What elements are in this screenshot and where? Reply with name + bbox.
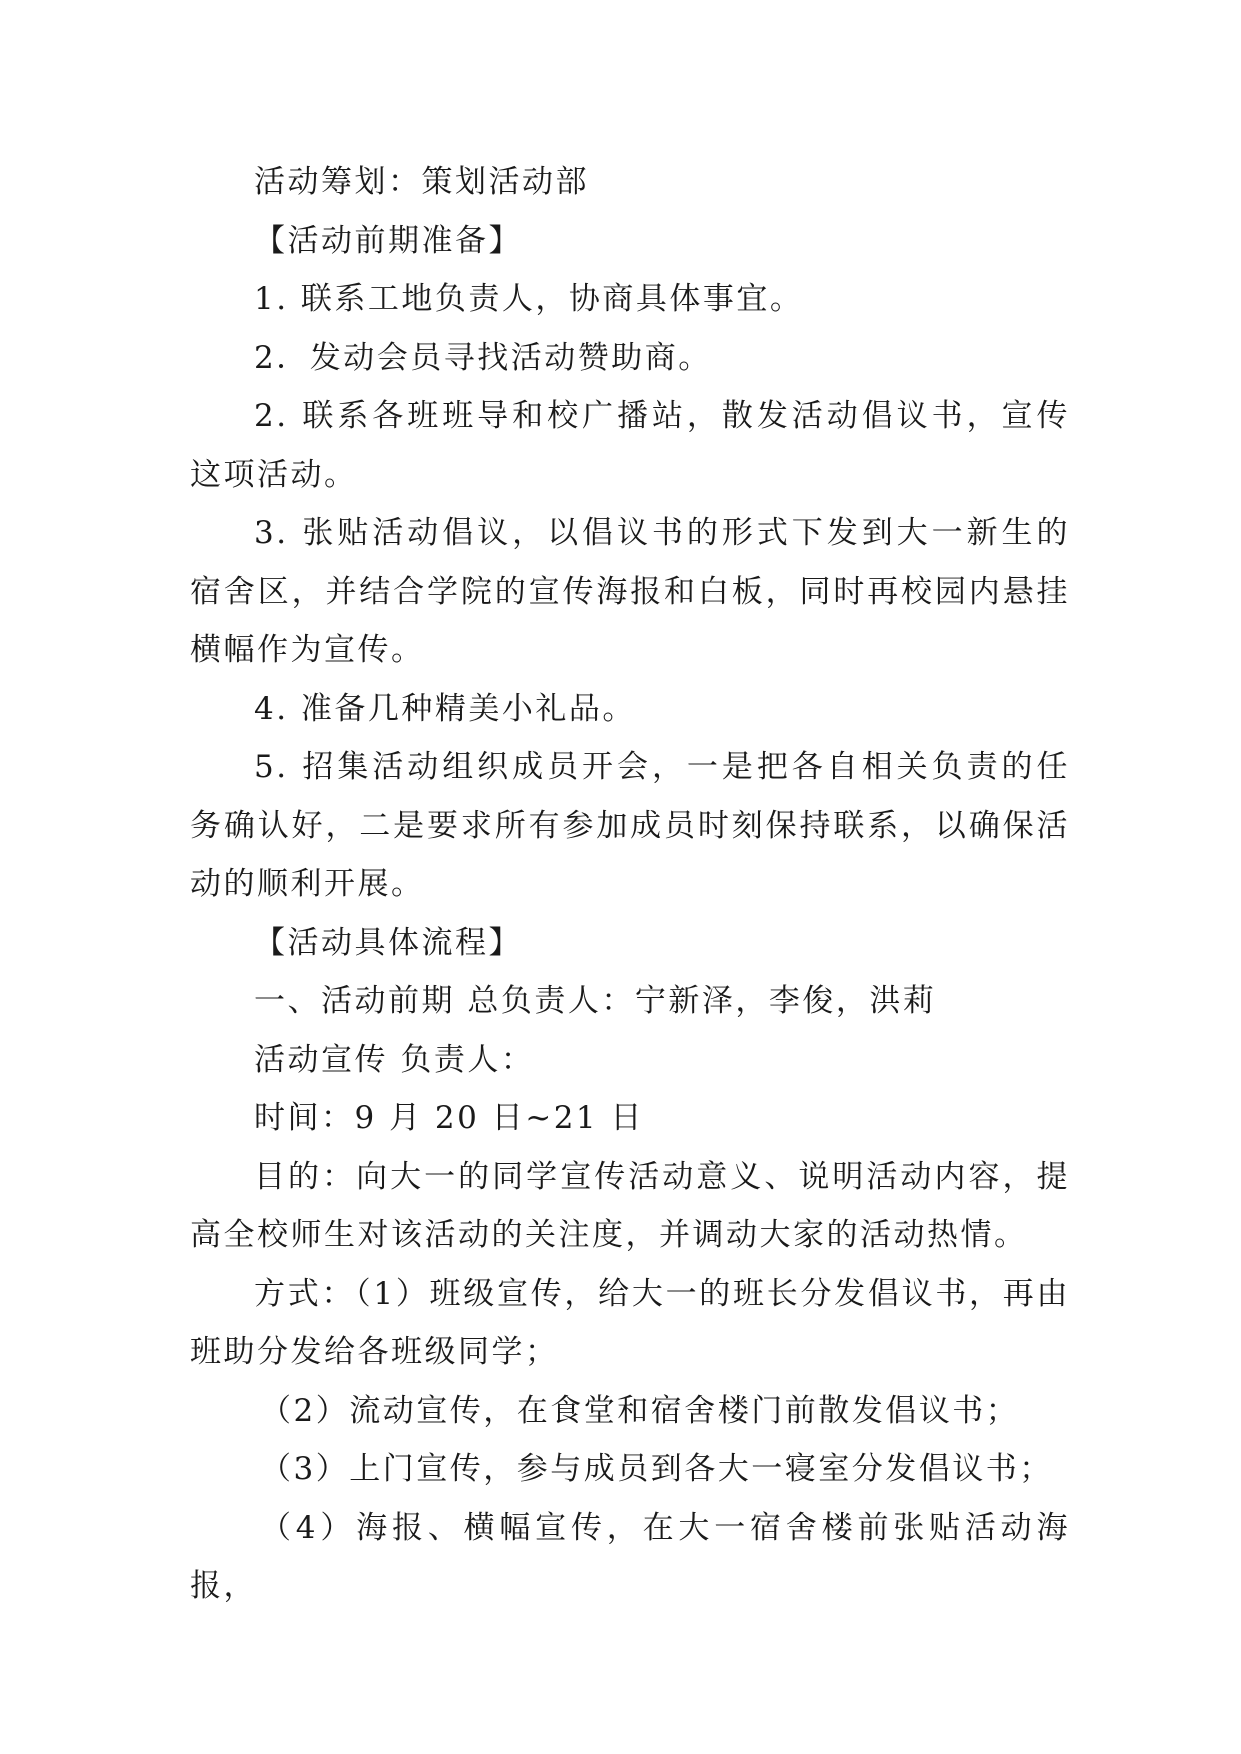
list-item: 2．发动会员寻找活动赞助商。 (254, 339, 712, 376)
section-heading-process: 【活动具体流程】 (254, 924, 522, 961)
paragraph-phase-one: 一、活动前期 总负责人：宁新泽，李俊，洪莉 (254, 983, 937, 1019)
paragraph-purpose: 目的：向大一的同学宣传活动意义、说明活动内容，提高全校师生对该活动的关注度，并调动大家的活动热情。 (190, 1158, 1070, 1253)
method-item: （3）上门宣传，参与成员到各大一寝室分发倡议书； (260, 1451, 1053, 1487)
paragraph-time: 时间：9 月 20 日~21 日 (254, 1100, 645, 1136)
list-item: 5. 招集活动组织成员开会，一是把各自相关负责的任务确认好，二是要求所有参加成员时刻保持联系，以确保活动的顺利开展。 (190, 749, 1070, 902)
list-item: 3. 张贴活动倡议，以倡议书的形式下发到大一新生的宿舍区，并结合学院的宣传海报和白板，同时再校园内悬挂横幅作为宣传。 (190, 515, 1070, 668)
paragraph-publicity-lead: 活动宣传 负责人： (254, 1041, 535, 1078)
list-item: 2. 联系各班班导和校广播站，散发活动倡议书，宣传这项活动。 (190, 398, 1070, 493)
method-item: （4）海报、横幅宣传，在大一宿舍楼前张贴活动海报， (190, 1509, 1070, 1604)
list-item: 4. 准备几种精美小礼品。 (254, 690, 636, 727)
list-item: 1. 联系工地负责人，协商具体事宜。 (254, 281, 804, 317)
paragraph-method: 方式：（1）班级宣传，给大一的班长分发倡议书，再由班助分发给各班级同学； (190, 1275, 1070, 1370)
section-heading-preparation: 【活动前期准备】 (254, 222, 522, 259)
document-body (190, 153, 1070, 1616)
method-item: （2）流动宣传，在食堂和宿舍楼门前散发倡议书； (260, 1392, 1020, 1429)
paragraph-planner: 活动筹划：策划活动部 (254, 164, 589, 200)
